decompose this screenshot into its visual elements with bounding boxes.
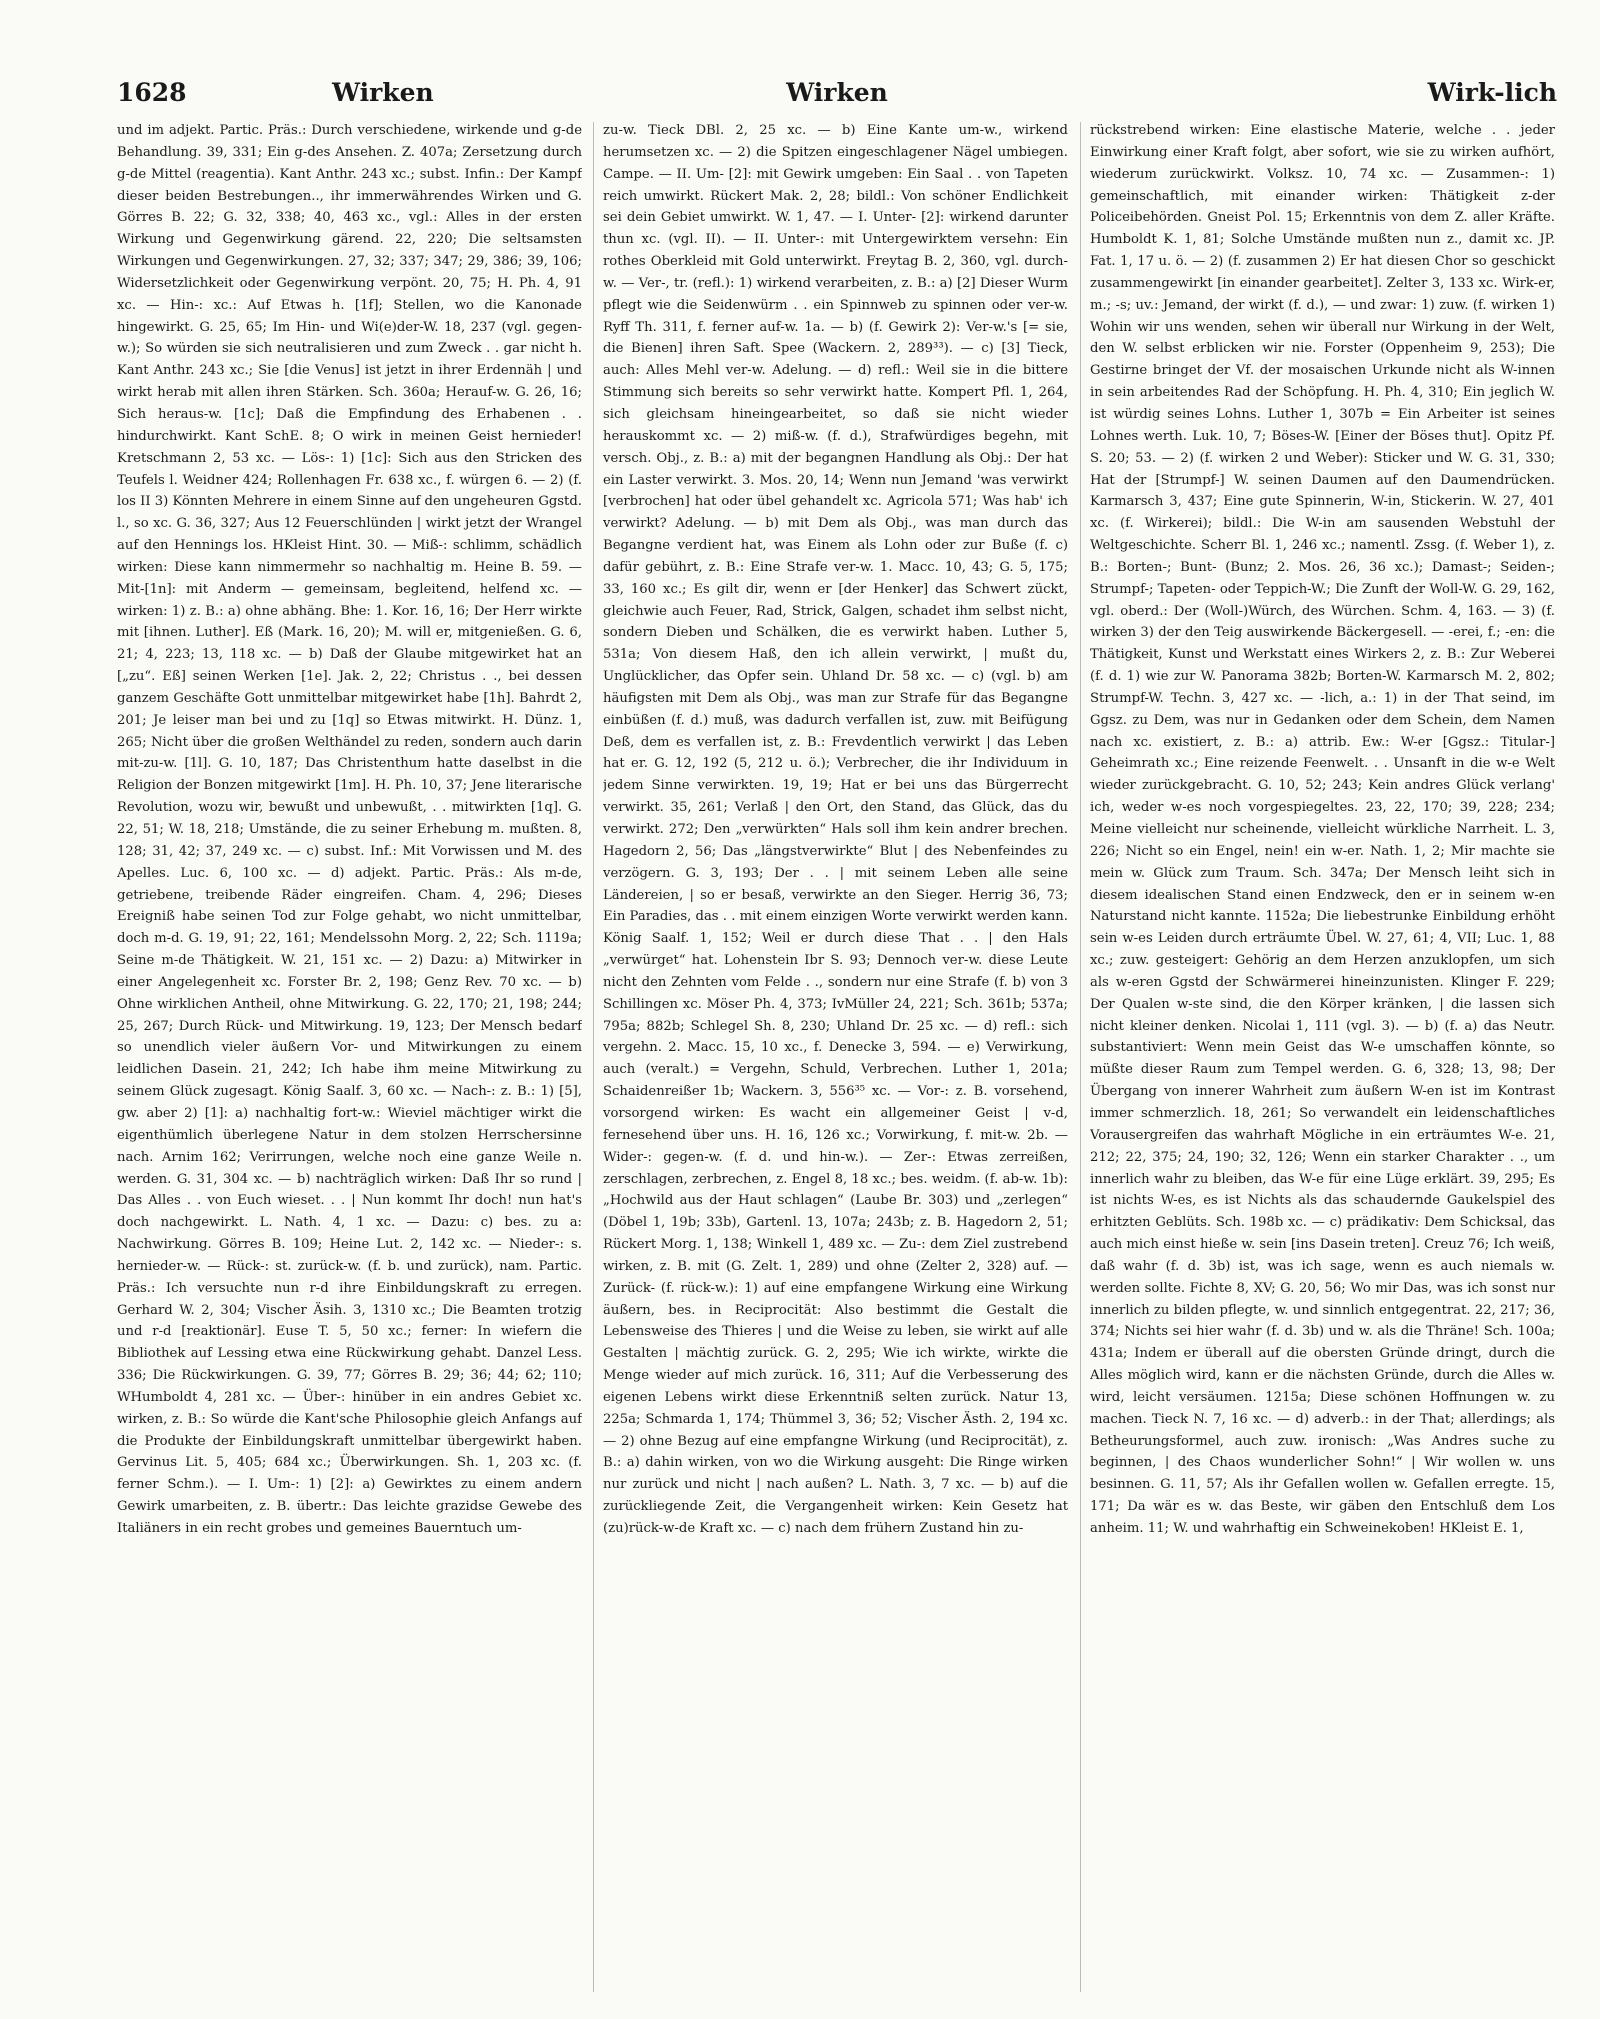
header-center-word: Wirken xyxy=(786,78,888,107)
column-text: zu-w. Tieck DBl. 2, 25 xc. — b) Eine Kante um-w., wirkend herumsetzen xc. — 2) die Spitzen eingeschlagener Nägel umbiegen. Campe. — II. Um- [2]: mit Gewirk umgeben: Ein Saal . . von Tapeten reich umwirkt. Rückert Mak. 2, 28; bildl.: Von schöner Endlichkeit sei dein Gebiet umwirkt. W. 1, 47. — I. Unter- [2]: wirkend darunter thun xc. (vgl. II). — II. Unter-: mit Untergewirktem versehn: Ein rothes Oberkleid mit Gold unterwirkt. Freytag B. 2, 360, vgl. durch-w. — Ver-, tr. (refl.): 1) wirkend verarbeiten, z. B.: a) [2] Dieser Wurm pflegt wie die Seidenwürm . . ein Spinnweb zu spinnen oder ver-w. Ryff Th. 311, f. ferner auf-w. 1a. — b) (f. Gewirk 2): Ver-w.'s [= sie, die Bienen] ihren Saft. Spee (Wackern. 2, 289³³). — c) [3] Tieck, auch: Alles Mehl ver-w. Adelung. — d) refl.: Weil sie in die bittere Stimmung sich bereits so sehr verwirkt hatte. Kompert Pfl. 1, 264, sich gleichsam hineingearbeitet, so daß sie nicht wieder herauskommt xc. — 2) miß-w. (f. d.), Strafwürdiges begehn, mit versch. Obj., z. B.: a) mit der begangnen Handlung als Obj.: Der hat ein Laster verwirkt. 3. Mos. 20, 14; Wenn nun Jemand 'was verwirkt [verbrochen] hat oder übel gehandelt xc. Agricola 571; Was hab' ich verwirkt? Adelung. — b) mit Dem als Obj., was man durch das Begangne verdient hat, was Einem als Lohn oder zur Buße (f. c) dafür gebührt, z. B.: Eine Strafe ver-w. 1. Macc. 10, 43; G. 5, 175; 33, 160 xc.; Es gilt dir, wenn er [der Henker] das Schwert zückt, gleichwie auch Feuer, Rad, Strick, Galgen, schadet ihm selbst nicht, sondern Dieben und Schälken, die es verwirkt haben. Luther 5, 531a; Von diesem Haß, den ich allein verwirkt, | mußt du, Unglücklicher, das Opfer sein. Uhland Dr. 58 xc. — c) (vgl. b) am häufigsten mit Dem als Obj., was man zur Strafe für das Begangne einbüßen (f. d.) muß, was dadurch verfallen ist, zuw. mit Beifügung Deß, dem es verfallen ist, z. B.: Frevdentlich verwirkt | das Leben hat er. G. 12, 192 (5, 212 u. ö.); Verbrecher, die ihr Individuum in jedem Sinne verwirkten. 19, 19; Hat er bei uns das Bürgerrecht verwirkt. 35, 261; Verlaß | den Ort, den Stand, das Glück, das du verwirkt. 272; Den „verwürkten“ Hals soll ihm kein andrer brechen. Hagedorn 2, 56; Das „längstverwirkte“ Blut | des Nebenfeindes zu verzögern. G. 3, 193; Der . . | mit seinem Leben alle seine Ländereien, | so er besaß, verwirkte an den Sieger. Herrig 36, 73; Ein Paradies, das . . mit einem einzigen Worte verwirkt werden kann. König Saalf. 1, 152; Weil er durch diese That . . | den Hals „verwürget“ hat. Lohenstein Ibr S. 93; Dennoch ver-w. diese Leute nicht den Zehnten vom Felde . ., sondern nur eine Strafe (f. b) von 3 Schillingen xc. Möser Ph. 4, 373; IvMüller 24, 221; Sch. 361b; 537a; 795a; 882b; Schlegel Sh. 8, 230; Uhland Dr. 25 xc. — d) refl.: sich vergehn. 2. Macc. 15, 10 xc., f. Denecke 3, 594. — e) Verwirkung, auch (veralt.) = Vergehn, Schuld, Verbrechen. Luther 1, 201a; Schaidenreißer 1b; Wackern. 3, 556³⁵ xc. — Vor-: z. B. vorsehend, vorsorgend wirken: Es wacht ein allgemeiner Geist | v-d, fernesehend über uns. H. 16, 126 xc.; Vorwirkung, f. mit-w. 2b. — Wider-: gegen-w. (f. d. und hin-w.). — Zer-: Etwas zerreißen, zerschlagen, zerbrechen, z. Engel 8, 18 xc.; bes. weidm. (f. ab-w. 1b): „Hochwild aus der Haut schlagen“ (Laube Br. 303) und „zerlegen“ (Döbel 1, 19b; 33b), Gartenl. 13, 107a; 243b; z. B. Hagedorn 2, 51; Rückert Morg. 1, 138; Winkell 1, 489 xc. — Zu-: dem Ziel zustrebend wirken, z. B. mit (G. Zelt. 1, 289) und ohne (Zelter 2, 328) auf. — Zurück- (f. rück-w.): 1) auf eine empfangene Wirkung eine Wirkung äußern, bes. in Reciprocität: Also bestimmt die Gestalt die Lebensweise des Thieres | und die Weise zu leben, sie wirkt auf alle Gestalten | mächtig zurück. G. 2, 295; Wie ich wirkte, wirkte die Menge wieder auf mich zurück. 16, 311; Auf die Verbesserung des eigenen Lebens wirkt diese Erkenntniß selten zurück. Natur 13, 225a; Schmarda 1, 174; Thümmel 3, 36; 52; Vischer Ästh. 2, 194 xc. — 2) ohne Bezug auf eine empfangne Wirkung (und Reciprocität), z. B.: a) dahin wirken, von wo die Wirkung ausgeht: Die Ringe wirken nur zurück und nicht | nach außen? L. Nath. 3, 7 xc. — b) auf die zurückliegende Zeit, die Vergangenheit wirken: Kein Gesetz hat (zu)rück-w-de Kraft xc. — c) nach dem frühern Zustand hin zu- xyxy=(603,123,1068,1536)
column-divider xyxy=(1080,122,1081,1992)
header-left-word: Wirken xyxy=(332,78,434,107)
column-text: und im adjekt. Partic. Präs.: Durch verschiedene, wirkende und g-de Behandlung. 39, 331; Ein g-des Ansehen. Z. 407a; Zersetzung durch g-de Mittel (reagentia). Kant Anthr. 243 xc.; subst. Infin.: Der Kampf dieser beiden Bestrebungen.., ihr immerwährendes Wirken und G. Görres B. 22; G. 32, 338; 40, 463 xc., vgl.: Alles in der ersten Wirkung und Gegenwirkung gärend. 22, 220; Die seltsamsten Wirkungen und Gegenwirkungen. 27, 32; 337; 347; 29, 386; 39, 106; Widersetzlichkeit oder Gegenwirkung verpönt. 20, 75; H. Ph. 4, 91 xc. — Hin-: xc.: Auf Etwas h. [1f]; Stellen, wo die Kanonade hingewirkt. G. 25, 65; Im Hin- und Wi(e)der-W. 18, 237 (vgl. gegen-w.); So würden sie sich neutralisieren und zum Zweck . . gar nicht h. Kant Anthr. 243 xc.; Sie [die Venus] ist jetzt in ihrer Erdennäh | und wirkt herab mit allen ihren Stärken. Sch. 360a; Herauf-w. G. 26, 16; Sich heraus-w. [1c]; Daß die Empfindung des Erhabenen . . hindurchwirkt. Kant SchE. 8; O wirk in meinen Geist hernieder! Kretschmann 2, 53 xc. — Lös-: 1) [1c]: Sich aus den Stricken des Teufels l. Weidner 424; Rollenhagen Fr. 638 xc., f. würgen 6. — 2) (f. los II 3) Könnten Mehrere in einem Sinne auf den ungeheuren Ggstd. l., so xc. G. 36, 327; Aus 12 Feuerschlünden | wirkt jetzt der Wrangel auf den Hennings los. HKleist Hint. 30. — Miß-: schlimm, schädlich wirken: Diese kann nimmermehr so nachhaltig m. Heine B. 59. — Mit-[1n]: mit Anderm — gemeinsam, begleitend, helfend xc. — wirken: 1) z. B.: a) ohne abhäng. Bhe: 1. Kor. 16, 16; Der Herr wirkte mit [ihnen. Luther]. Eß (Mark. 16, 20); M. will er, mitgenießen. G. 6, 21; 4, 223; 13, 118 xc. — b) Daß der Glaube mitgewirket hat an [„zu“. Eß] seinen Werken [1e]. Jak. 2, 22; Christus . ., bei dessen ganzem Geschäfte Gott unmittelbar mitgewirket habe [1h]. Bahrdt 2, 201; Je leiser man bei und zu [1q] so Etwas mitwirkt. H. Dünz. 1, 265; Nicht über die großen Welthändel zu reden, sondern auch darin mit-zu-w. [1l]. G. 10, 187; Das Christenthum hatte daselbst in die Religion der Bonzen mitgewirkt [1m]. H. Ph. 10, 37; Jene literarische Revolution, wozu wir, bewußt und unbewußt, . . mitwirkten [1q]. G. 22, 51; W. 18, 218; Umstände, die zu seiner Erhebung m. mußten. 8, 128; 31, 42; 37, 249 xc. — c) subst. Inf.: Mit Vorwissen und M. des Apelles. Luc. 6, 100 xc. — d) adjekt. Partic. Präs.: Als m-de, getriebene, treibende Räder eingreifen. Cham. 4, 296; Dieses Ereigniß habe seinen Tod zur Folge gehabt, wo nicht unmittelbar, doch m-d. G. 19, 91; 22, 161; Mendelssohn Morg. 2, 22; Sch. 1119a; Seine m-de Thätigkeit. W. 21, 151 xc. — 2) Dazu: a) Mitwirker in einer Angelegenheit xc. Forster Br. 2, 198; Genz Rev. 70 xc. — b) Ohne wirklichen Antheil, ohne Mitwirkung. G. 22, 170; 21, 198; 244; 25, 267; Durch Rück- und Mitwirkung. 19, 123; Der Mensch bedarf so unendlich vieler äußern Vor- und Mitwirkungen zu einem leidlichen Dasein. 21, 242; Ich habe ihm meine Mitwirkung zu seinem Glück zugesagt. König Saalf. 3, 60 xc. — Nach-: z. B.: 1) [5], gw. aber 2) [1]: a) nachhaltig fort-w.: Wieviel mächtiger wirkt die eigenthümlich überlegene Natur in dem stolzen Herrschersinne nach. Arnim 162; Verirrungen, welche noch eine ganze Weile n. werden. G. 31, 304 xc. — b) nachträglich wirken: Daß Ihr so rund | Das Alles . . von Euch wieset. . . | Nun kommt Ihr doch! nun hat's doch nachgewirkt. L. Nath. 4, 1 xc. — Dazu: c) bes. zu a: Nachwirkung. Görres B. 109; Heine Lut. 2, 142 xc. — Nieder-: s. hernieder-w. — Rück-: st. zurück-w. (f. b. und zurück), nam. Partic. Präs.: Ich versuchte nun r-d ihre Einbildungskraft zu erregen. Gerhard W. 2, 304; Vischer Äsih. 3, 1310 xc.; Die Beamten trotzig und r-d [reaktionär]. Euse T. 5, 50 xc.; ferner: In wiefern die Bibliothek auf Lessing etwa eine Rückwirkung gehabt. Danzel Less. 336; Die Rückwirkungen. G. 39, 77; Görres B. 29; 36; 44; 62; 110; WHumboldt 4, 281 xc. — Über-: hinüber in ein andres Gebiet xc. wirken, z. B.: So würde die Kant'sche Philosophie gleich Anfangs auf die Produkte der Einbildungskraft unmittelbar übergewirkt haben. Gervinus Lit. 5, 405; 684 xc.; Überwirkungen. Sh. 1, 203 xc. (f. ferner Schm.). — I. Um-: 1) [2]: a) Gewirktes zu einem andern Gewirk umarbeiten, z. B. übertr.: Das leichte grazidse Gewebe des Italiäners in ein recht grobes und gemeines Bauerntuch um- xyxy=(117,123,582,1536)
page-header xyxy=(117,78,1557,112)
text-column-left xyxy=(117,120,582,2000)
text-column-middle xyxy=(603,120,1068,2000)
column-divider xyxy=(593,122,594,1992)
header-right-word: Wirk-lich xyxy=(1427,78,1557,107)
column-text: rückstrebend wirken: Eine elastische Materie, welche . . jeder Einwirkung einer Kraft folgt, aber sofort, wie sie zu wirken aufhört, wiederum zurückwirkt. Volksz. 10, 74 xc. — Zusammen-: 1) gemeinschaftlich, mit einander wirken: Thätigkeit z-der Policeibehörden. Gneist Pol. 15; Erkenntnis von dem Z. aller Kräfte. Humboldt K. 1, 81; Solche Umstände mußten nun z., damit xc. JP. Fat. 1, 17 u. ö. — 2) (f. zusammen 2) Er hat diesen Chor so geschickt zusammengewirkt [in einander gearbeitet]. Zelter 3, 133 xc. Wirk-er, m.; -s; uv.: Jemand, der wirkt (f. d.), — und zwar: 1) zuw. (f. wirken 1) Wohin wir uns wenden, sehen wir überall nur Wirkung in der Welt, den W. selbst erblicken wir nie. Forster (Oppenheim 9, 253); Die Gestirne bringet der Vf. der mosaischen Urkunde nicht als W-innen in sein arbeitendes Rad der Schöpfung. H. Ph. 4, 310; Ein jeglich W. ist würdig seines Lohns. Luther 1, 307b = Ein Arbeiter ist seines Lohnes werth. Luk. 10, 7; Böses-W. [Einer der Böses thut]. Opitz Pf. S. 20; 53. — 2) (f. wirken 2 und Weber): Sticker und W. G. 31, 330; Hat der [Strumpf-] W. seinen Daumen auf den Daumendrücken. Karmarsch 3, 437; Eine gute Spinnerin, W-in, Stickerin. W. 27, 401 xc. (f. Wirkerei); bildl.: Die W-in am sausenden Webstuhl der Weltgeschichte. Scherr Bl. 1, 246 xc.; namentl. Zssg. (f. Weber 1), z. B.: Borten-; Bunt- (Bunz; 2. Mos. 26, 36 xc.); Damast-; Seiden-; Strumpf-; Tapeten- oder Teppich-W.; Die Zunft der Woll-W. G. 29, 162, vgl. oberd.: Der (Woll-)Würch, des Würchen. Schm. 4, 163. — 3) (f. wirken 3) der den Teig auswirkende Bäckergesell. — -erei, f.; -en: die Thätigkeit, Kunst und Werkstatt eines Wirkers 2, z. B.: Zur Weberei (f. d. 1) wie zur W. Panorama 382b; Borten-W. Karmarsch M. 2, 802; Strumpf-W. Techn. 3, 427 xc. — -lich, a.: 1) in der That seind, im Ggsz. zu Dem, was nur in Gedanken oder dem Schein, dem Namen nach xc. existiert, z. B.: a) attrib. Ew.: W-er [Ggsz.: Titular-] Geheimrath xc.; Eine reizende Feenwelt. . . Unsanft in die w-e Welt wieder zurückgebracht. G. 10, 52; 243; Kein andres Glück verlang' ich, weder w-es noch vorgespiegeltes. 23, 22, 170; 39, 228; 234; Meine vielleicht nur scheinende, vielleicht würkliche Narrheit. L. 3, 226; Nicht so ein Engel, nein! ein w-er. Nath. 1, 2; Mir machte sie mein w. Glück zum Traum. Sch. 347a; Der Mensch leiht sich in diesem idealischen Stand einen Endzweck, den er in seinem w-en Naturstand nicht kannte. 1152a; Die liebestrunke Einbildung erhöht sein w-es Leiden durch erträumte Übel. W. 27, 61; 4, VII; Luc. 1, 88 xc.; zuw. gesteigert: Gehörig an dem Herzen anzuklopfen, um sich als w-eren Ggstd der Schwärmerei hineinzunisten. Klinger F. 229; Der Qualen w-ste sind, die den Körper kränken, | die lassen sich nicht kleiner denken. Nicolai 1, 111 (vgl. 3). — b) (f. a) das Neutr. substantiviert: Wenn mein Geist das W-e umschaffen könnte, so müßte dieser Raum zum Tempel werden. G. 6, 328; 13, 98; Der Übergang von innerer Wahrheit zum äußern W-en ist im Kontrast immer schmerzlich. 18, 261; So verwandelt ein leidenschaftliches Vorausergreifen das wahrhaft Mögliche in ein erträumtes W-e. 21, 212; 22, 375; 24, 190; 32, 126; Wenn ein starker Charakter . ., um innerlich wahr zu bleiben, das W-e für eine Lüge erklärt. 39, 295; Es ist nichts W-es, es ist Nichts als das schaudernde Gaukelspiel des erhitzten Geblüts. Sch. 198b xc. — c) prädikativ: Dem Schicksal, das auch mich einst hieße w. sein [ins Dasein treten]. Creuz 76; Ich weiß, daß wahr (f. d. 3b) ist, was ich sage, wenn es auch niemals w. werden sollte. Fichte 8, XV; G. 20, 56; Wo mir Das, was ich sonst nur innerlich zu bilden pflegte, w. und sinnlich entgegentrat. 22, 217; 36, 374; Nichts sei hier wahr (f. d. 3b) und w. als die Thräne! Sch. 100a; 431a; Indem er überall auf die obersten Gründe dringt, durch die Alles möglich wird, kann er die nächsten Gründe, durch die Alles w. wird, leicht versäumen. 1215a; Diese schönen Hoffnungen w. zu machen. Tieck N. 7, 16 xc. — d) adverb.: in der That; allerdings; als Betheurungsformel, auch zuw. ironisch: „Was Andres suche zu beginnen, | des Chaos wunderlicher Sohn!“ | Wir wollen w. uns besinnen. G. 11, 57; Als ihr Gefallen wollen w. Gefallen erregte. 15, 171; Da wär es w. das Beste, wir gäben den Entschluß dem Los anheim. 11; W. und wahrhaftig ein Schweinekoben! HKleist E. 1, xyxy=(1090,123,1555,1536)
page-number: 1628 xyxy=(117,78,187,107)
text-column-right xyxy=(1090,120,1555,2000)
